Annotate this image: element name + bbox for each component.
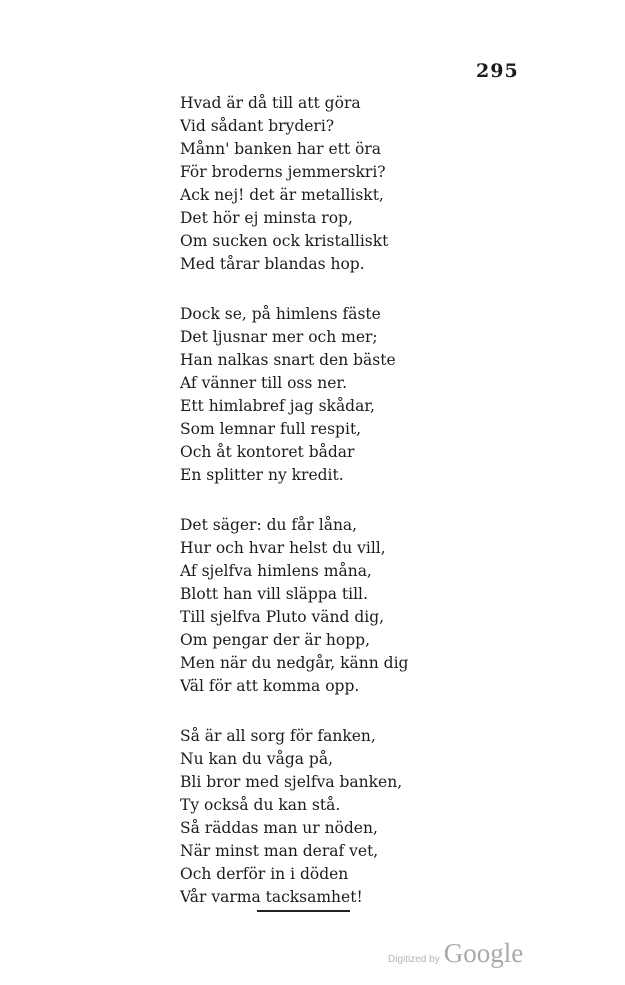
poem-line: Med tårar blandas hop. [180, 255, 365, 273]
poem-line: Vår varma tacksamhet! [180, 888, 363, 906]
poem-line: Blott han vill släppa till. [180, 585, 368, 603]
poem-line: En splitter ny kredit. [180, 466, 344, 484]
poem-line: Af sjelfva himlens måna, [180, 562, 372, 580]
poem-line: Det hör ej minsta rop, [180, 209, 353, 227]
stanza-1 [180, 92, 480, 276]
stanza-4 [180, 725, 480, 909]
poem-line: Men när du nedgår, känn dig [180, 654, 409, 672]
poem-line: Nu kan du våga på, [180, 750, 334, 768]
stanza-2 [180, 303, 480, 487]
poem-line: Ty också du kan stå. [180, 796, 341, 814]
poem-line: Om pengar der är hopp, [180, 631, 371, 649]
poem [180, 92, 480, 909]
poem-line: Hvad är då till att göra [180, 94, 361, 112]
page-number: 295 [476, 60, 519, 82]
poem-line: När minst man deraf vet, [180, 842, 379, 860]
poem-line: Som lemnar full respit, [180, 420, 362, 438]
poem-line: Så är all sorg för fanken, [180, 727, 376, 745]
stanza-gap [180, 698, 480, 725]
poem-line: Om sucken ock kristalliskt [180, 232, 389, 250]
stanza-gap [180, 487, 480, 514]
poem-line: Ack nej! det är metalliskt, [180, 186, 384, 204]
google-logo: Google [443, 938, 524, 968]
poem-line: Och derför in i döden [180, 865, 349, 883]
poem-line: Månn' banken har ett öra [180, 140, 381, 158]
poem-line: Dock se, på himlens fäste [180, 305, 381, 323]
poem-line: Vid sådant bryderi? [180, 117, 335, 135]
poem-line: Det säger: du får låna, [180, 516, 358, 534]
digitized-watermark [388, 938, 523, 969]
poem-line: Han nalkas snart den bäste [180, 351, 396, 369]
poem-line: Väl för att komma opp. [180, 677, 360, 695]
poem-line: Ett himlabref jag skådar, [180, 397, 375, 415]
poem-line: Och åt kontoret bådar [180, 443, 355, 461]
poem-line: Till sjelfva Pluto vänd dig, [180, 608, 385, 626]
stanza-3 [180, 514, 480, 698]
stanza-gap [180, 276, 480, 303]
digitized-by-label: Digitized by [388, 954, 440, 965]
poem-line: Det ljusnar mer och mer; [180, 328, 378, 346]
poem-line: Af vänner till oss ner. [180, 374, 348, 392]
poem-line: Hur och hvar helst du vill, [180, 539, 386, 557]
poem-line: För broderns jemmerskri? [180, 163, 386, 181]
end-divider [257, 910, 350, 912]
poem-line: Bli bror med sjelfva banken, [180, 773, 403, 791]
poem-line: Så räddas man ur nöden, [180, 819, 378, 837]
